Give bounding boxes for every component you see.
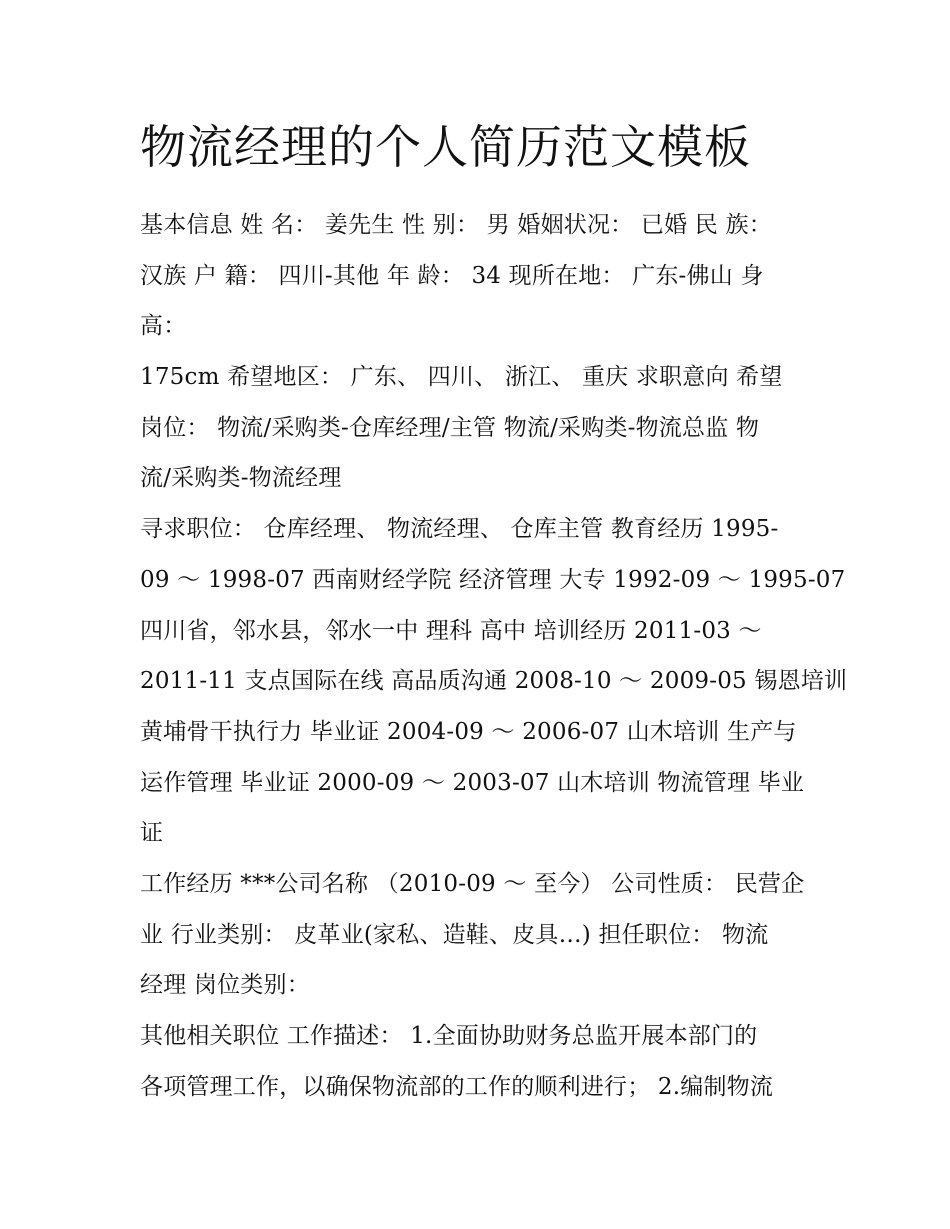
body-line: 运作管理 毕业证 2000-09 ～ 2003-07 山木培训 物流管理 毕业 [140, 769, 805, 796]
body-line: 汉族 户 籍： 四川-其他 年 龄： 34 现所在地： 广东-佛山 身 [140, 262, 764, 289]
body-line: 2011-11 支点国际在线 高品质沟通 2008-10 ～ 2009-05 锡恩培训 [140, 668, 848, 695]
body-line: 四川省，邻水县，邻水一中 理科 高中 培训经历 2011-03 ～ [140, 617, 762, 644]
body-line: 09 ～ 1998-07 西南财经学院 经济管理 大专 1992-09 ～ 1995-07 [140, 566, 846, 593]
body-line: 175cm 希望地区： 广东、 四川、 浙江、 重庆 求职意向 希望 [140, 364, 783, 391]
document-body [140, 200, 848, 1112]
body-line: 业 行业类别： 皮革业(家私、造鞋、皮具…) 担任职位： 物流 [140, 921, 769, 948]
body-line: 各项管理工作，以确保物流部的工作的顺利进行； 2.编制物流 [140, 1073, 774, 1100]
body-line: 工作经历 ***公司名称 （2010-09 ～ 至今） 公司性质： 民营企 [140, 870, 805, 897]
body-line: 岗位： 物流/采购类-仓库经理/主管 物流/采购类-物流总监 物 [140, 414, 760, 441]
body-line: 证 [140, 820, 164, 847]
body-line: 高： [140, 313, 187, 340]
document-title: 物流经理的个人简历范文模板 [140, 120, 751, 174]
body-line: 基本信息 姓 名： 姜先生 性 别： 男 婚姻状况： 已婚 民 族： [140, 212, 772, 238]
body-line: 寻求职位： 仓库经理、 物流经理、 仓库主管 教育经历 1995- [140, 516, 779, 543]
body-line: 流/采购类-物流经理 [140, 465, 342, 492]
body-line: 经理 岗位类别： [140, 972, 310, 999]
body-line: 其他相关职位 工作描述： 1.全面协助财务总监开展本部门的 [140, 1023, 758, 1049]
body-line: 黄埔骨干执行力 毕业证 2004-09 ～ 2006-07 山木培训 生产与 [140, 718, 797, 745]
